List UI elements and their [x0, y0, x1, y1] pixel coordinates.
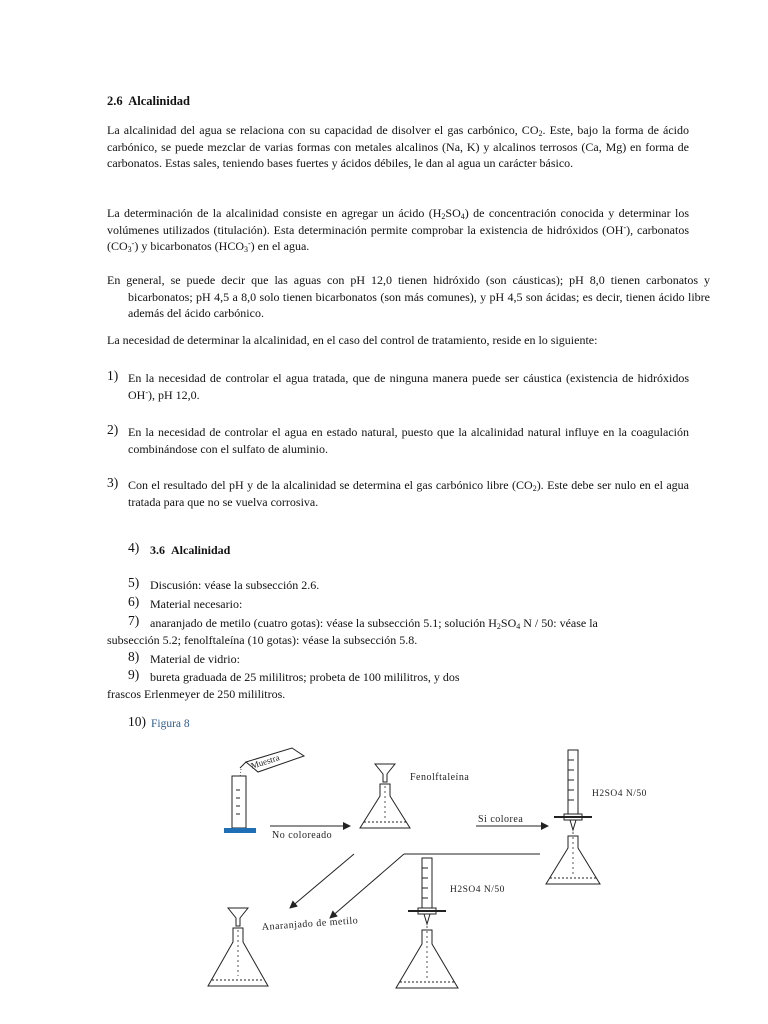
- cylinder-base: [224, 828, 256, 833]
- p2-sup-3: -: [247, 239, 251, 248]
- p2-text-c: ) de concentración conocida y determinar los volúmenes utilizados (titulación). Esta determinación permite comprobar la existencia de hidróxidos (OH: [107, 206, 690, 237]
- list-item-3-number: 3): [107, 475, 119, 490]
- p2-sub-1: 2: [441, 212, 446, 221]
- list-item-7-number: 7): [128, 613, 140, 628]
- p2-sub-4: 3: [243, 245, 248, 254]
- p2-text-a: La determinación de la alcalinidad consiste en agregar un ácido (H: [107, 206, 442, 220]
- p2-text-e: ) y bicarbonatos (HCO: [134, 239, 244, 253]
- list-item-4-number: 4): [128, 540, 140, 555]
- list-item-1-number: 1): [107, 368, 119, 383]
- figure-caption: Figura 8: [151, 718, 190, 730]
- list-item-8-text: Material de vidrio:: [150, 652, 240, 666]
- paragraph-1-text-b: . Este, bajo la forma de ácido carbónico, se puede mezclar de varias formas con metales alcalinos (Na, K) y alcalinos terrosos (Ca, Mg) en forma de carbonatos. Estas sales, teniendo bases fuertes y ácidos débiles, le dan al agua un carácter básico.: [107, 123, 689, 170]
- section-title: Alcalinidad: [128, 94, 191, 108]
- label-si-colorea: Si colorea: [478, 814, 524, 825]
- erlenmeyer-flask-2: [546, 832, 600, 884]
- arrow-to-anaranjado: [290, 854, 354, 908]
- list-item-5-text: Discusión: véase la subsección 2.6.: [150, 578, 320, 592]
- label-no-coloreado: No coloreado: [272, 830, 333, 841]
- label-anaranjado: Anaranjado de metilo: [261, 915, 359, 933]
- list-item-1-sup: -: [145, 387, 149, 397]
- subsection-title: Alcalinidad: [171, 543, 231, 557]
- list-item-9-number: 9): [128, 667, 140, 682]
- p2-sub-2: 4: [460, 212, 465, 221]
- list-item-1-text-a: En la necesidad de controlar el agua tratada, que de ninguna manera puede ser cáustica (existencia de hidróxidos OH: [128, 371, 689, 402]
- list-item-7-sub-1: 2: [496, 622, 501, 631]
- label-fenolftaleina: Fenolftaleína: [410, 772, 470, 783]
- burette-1: [554, 750, 592, 830]
- label-muestra: Muestra: [249, 752, 281, 771]
- graduated-cylinder: [224, 776, 256, 833]
- list-item-1-text-b: ), pH 12,0.: [148, 387, 200, 402]
- list-item-3-text-a: Con el resultado del pH y de la alcalinidad se determina el gas carbónico libre (CO: [128, 478, 533, 492]
- label-h2so4-bottom: H2SO4 N/50: [450, 885, 505, 895]
- erlenmeyer-flask-1: [360, 764, 410, 828]
- list-item-6-text: Material necesario:: [150, 597, 243, 611]
- paragraph-1-subscript: 2: [538, 129, 543, 138]
- p2-text-d: ), carbonatos (CO: [107, 222, 690, 253]
- list-item-7-text-c: N / 50: véase la: [520, 616, 598, 630]
- section-heading: [107, 94, 190, 109]
- paragraph-1-text-a: La alcalinidad del agua se relaciona con su capacidad de disolver el gas carbónico, CO: [107, 123, 539, 137]
- list-item-3-text-b: ). Este debe ser nulo en el agua tratada para que no se vuelva corrosiva.: [128, 478, 689, 509]
- list-item-7-text-a: anaranjado de metilo (cuatro gotas): véase la subsección 5.1; solución H: [150, 616, 497, 630]
- list-item-9-line-2: frascos Erlenmeyer de 250 mililitros.: [107, 687, 286, 701]
- erlenmeyer-flask-4: [208, 908, 268, 986]
- p2-text-b: SO: [445, 206, 461, 220]
- p2-sup-2: -: [131, 239, 135, 248]
- burette-2: [408, 858, 446, 924]
- list-item-4-heading: [150, 542, 230, 559]
- paragraph-2: [107, 205, 689, 255]
- list-item-8-number: 8): [128, 649, 140, 664]
- arrow-to-anaranjado-2: [330, 854, 404, 918]
- label-h2so4-top: H2SO4 N/50: [592, 789, 647, 799]
- paragraph-1: [107, 122, 689, 172]
- list-item-1-text: [128, 370, 689, 403]
- p2-text-f: ) en el agua.: [250, 239, 310, 253]
- subsection-number: 3.6: [150, 543, 165, 557]
- list-item-6-number: 6): [128, 594, 140, 609]
- p2-sub-3: 3: [127, 245, 132, 254]
- list-item-9-text: bureta graduada de 25 mililitros; probeta de 100 mililitros, y dos: [150, 670, 460, 684]
- paragraph-4: La necesidad de determinar la alcalinidad, en el caso del control de tratamiento, reside en lo siguiente:: [107, 333, 598, 347]
- list-item-7-line-2: subsección 5.2; fenolftaleína (10 gotas): véase la subsección 5.8.: [107, 633, 418, 647]
- sample-bottle: [240, 748, 304, 778]
- titration-figure: [0, 740, 768, 1024]
- list-item-2-number: 2): [107, 422, 119, 437]
- list-item-7-text: [150, 615, 598, 632]
- section-number: 2.6: [107, 94, 123, 108]
- erlenmeyer-flask-3: [396, 926, 458, 988]
- p2-sup-1: -: [623, 222, 627, 232]
- list-item-5-number: 5): [128, 575, 140, 590]
- list-item-7-sub-2: 4: [516, 622, 521, 631]
- paragraph-3: En general, se puede decir que las aguas con pH 12,0 tienen hidróxido (son cáusticas); pH 8,0 tienen carbonatos y bicarbonatos; pH 4,5 a 8,0 solo tienen bicarbonatos (son más comunes), y pH 4,5 son ácidas; es decir, tienen ácido libre además del ácido carbónico.: [107, 273, 710, 320]
- list-item-10-number: 10): [128, 714, 146, 729]
- list-item-2-text: En la necesidad de controlar el agua en estado natural, puesto que la alcalinidad natural influye en la coagulación combinándose con el sulfato de aluminio.: [128, 425, 689, 456]
- list-item-3-text: [128, 477, 689, 510]
- list-item-7-text-b: SO: [500, 616, 517, 630]
- list-item-3-sub: 2: [532, 484, 537, 493]
